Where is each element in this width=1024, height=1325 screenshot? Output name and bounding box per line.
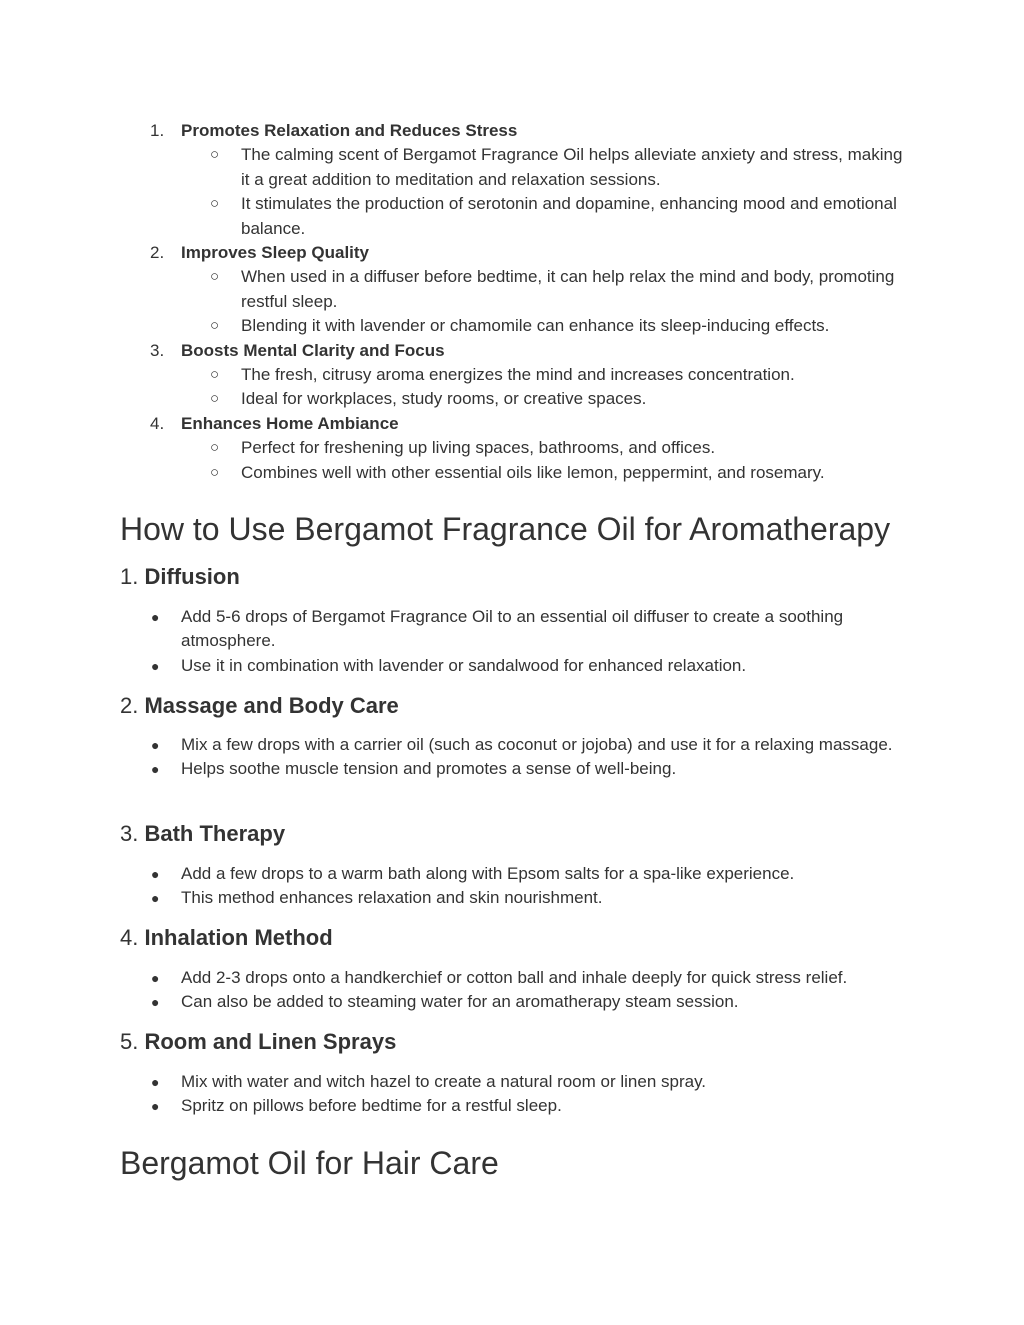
list-item: [0, 886, 1024, 910]
benefit-item: [0, 119, 1024, 241]
circle-bullet-icon: ○: [210, 463, 220, 481]
list-item: [0, 1094, 1024, 1118]
circle-bullet-icon: ○: [210, 195, 220, 213]
benefit-point-text: It stimulates the production of serotonin and dopamine, enhancing mood and emotional balance.: [241, 194, 897, 238]
benefit-point: [0, 436, 1024, 460]
benefit-title: Enhances Home Ambiance: [181, 413, 399, 433]
method-number: 3.: [120, 821, 139, 846]
list-item: [0, 733, 1024, 757]
bullet-icon: ●: [151, 970, 160, 986]
benefit-number: 4.: [150, 413, 165, 433]
benefit-title: Promotes Relaxation and Reduces Stress: [181, 121, 518, 140]
benefit-item: [0, 339, 1024, 412]
benefit-point: [0, 363, 1024, 387]
method-title: Inhalation Method: [144, 925, 333, 950]
method-heading: [120, 563, 240, 591]
list-item-text: This method enhances relaxation and skin nourishment.: [181, 888, 603, 908]
list-item-text: Spritz on pillows before bedtime for a restful sleep.: [181, 1096, 562, 1116]
benefit-point-text: Ideal for workplaces, study rooms, or creative spaces.: [241, 389, 647, 409]
benefit-point: [0, 265, 1024, 314]
benefit-title: Boosts Mental Clarity and Focus: [181, 340, 445, 360]
method-heading: [120, 692, 399, 720]
list-item-text: Add 2-3 drops onto a handkerchief or cotton ball and inhale deeply for quick stress relief.: [181, 968, 848, 987]
list-item: [0, 990, 1024, 1014]
benefit-number: 1.: [150, 121, 165, 140]
method-title: Room and Linen Sprays: [144, 1029, 397, 1054]
benefit-point-text: When used in a diffuser before bedtime, it can help relax the mind and body, promoting restful sleep.: [241, 267, 895, 311]
benefit-number: 3.: [150, 340, 165, 360]
benefit-number: 2.: [150, 243, 165, 263]
hair-care-heading: Bergamot Oil for Hair Care: [120, 1145, 499, 1181]
list-item: [0, 1070, 1024, 1094]
list-item: [0, 605, 1024, 654]
benefit-point-text: Blending it with lavender or chamomile can enhance its sleep-inducing effects.: [241, 316, 830, 336]
bullet-icon: ●: [151, 994, 160, 1011]
benefit-title: Improves Sleep Quality: [181, 243, 370, 263]
list-item: [0, 966, 1024, 990]
list-item: [0, 654, 1024, 678]
list-item-text: Helps soothe muscle tension and promotes a sense of well-being.: [181, 759, 677, 779]
bullet-icon: ●: [151, 657, 160, 674]
benefit-point: [0, 314, 1024, 338]
list-item-text: Use it in combination with lavender or sandalwood for enhanced relaxation.: [181, 655, 747, 675]
bullet-icon: ●: [151, 609, 160, 625]
method-number: 4.: [120, 925, 139, 950]
method-bullet-list: [0, 966, 1024, 1015]
benefit-point-text: Combines well with other essential oils like lemon, peppermint, and rosemary.: [241, 462, 825, 482]
list-item: [0, 757, 1024, 781]
list-item-text: Add 5-6 drops of Bergamot Fragrance Oil to an essential oil diffuser to create a soothing atmosphere.: [181, 607, 844, 651]
benefit-point: [0, 192, 1024, 241]
bullet-icon: ●: [151, 761, 160, 778]
circle-bullet-icon: ○: [210, 146, 220, 164]
method-bullet-list: [0, 862, 1024, 911]
method-number: 1.: [120, 564, 139, 589]
method-bullet-list: [0, 605, 1024, 678]
benefit-point-text: The fresh, citrusy aroma energizes the mind and increases concentration.: [241, 365, 795, 385]
bullet-icon: ●: [151, 737, 160, 753]
circle-bullet-icon: ○: [210, 317, 220, 335]
circle-bullet-icon: ○: [210, 390, 220, 408]
bullet-icon: ●: [151, 1074, 160, 1090]
circle-bullet-icon: ○: [210, 268, 220, 286]
benefit-point-text: Perfect for freshening up living spaces, bathrooms, and offices.: [241, 438, 716, 458]
list-item-text: Mix a few drops with a carrier oil (such as coconut or jojoba) and use it for a relaxing massage.: [181, 735, 893, 754]
method-bullet-list: [0, 1070, 1024, 1119]
method-number: 5.: [120, 1029, 139, 1054]
method-title: Bath Therapy: [144, 821, 286, 846]
method-heading: [120, 820, 285, 848]
circle-bullet-icon: ○: [210, 439, 220, 457]
method-heading: [120, 924, 333, 952]
method-number: 2.: [120, 693, 139, 718]
list-item-text: Mix with water and witch hazel to create a natural room or linen spray.: [181, 1072, 707, 1091]
benefit-point: [0, 461, 1024, 485]
list-item: [0, 862, 1024, 886]
method-bullet-list: [0, 733, 1024, 782]
list-item-text: Add a few drops to a warm bath along with Epsom salts for a spa-like experience.: [181, 864, 795, 883]
bullet-icon: ●: [151, 890, 160, 907]
method-title: Massage and Body Care: [144, 693, 399, 718]
method-heading: [120, 1028, 396, 1056]
benefit-item: [0, 412, 1024, 485]
benefits-list: [0, 119, 1024, 485]
aromatherapy-heading: How to Use Bergamot Fragrance Oil for Aromatherapy: [120, 511, 891, 547]
list-item-text: Can also be added to steaming water for an aromatherapy steam session.: [181, 992, 739, 1012]
benefit-point: [0, 387, 1024, 411]
benefit-point-text: The calming scent of Bergamot Fragrance Oil helps alleviate anxiety and stress, making it a great addition to meditation and relaxation sessions.: [241, 145, 903, 189]
benefit-point: [0, 143, 1024, 192]
method-title: Diffusion: [144, 564, 240, 589]
benefit-item: [0, 241, 1024, 339]
bullet-icon: ●: [151, 866, 160, 882]
circle-bullet-icon: ○: [210, 366, 220, 384]
bullet-icon: ●: [151, 1098, 160, 1115]
